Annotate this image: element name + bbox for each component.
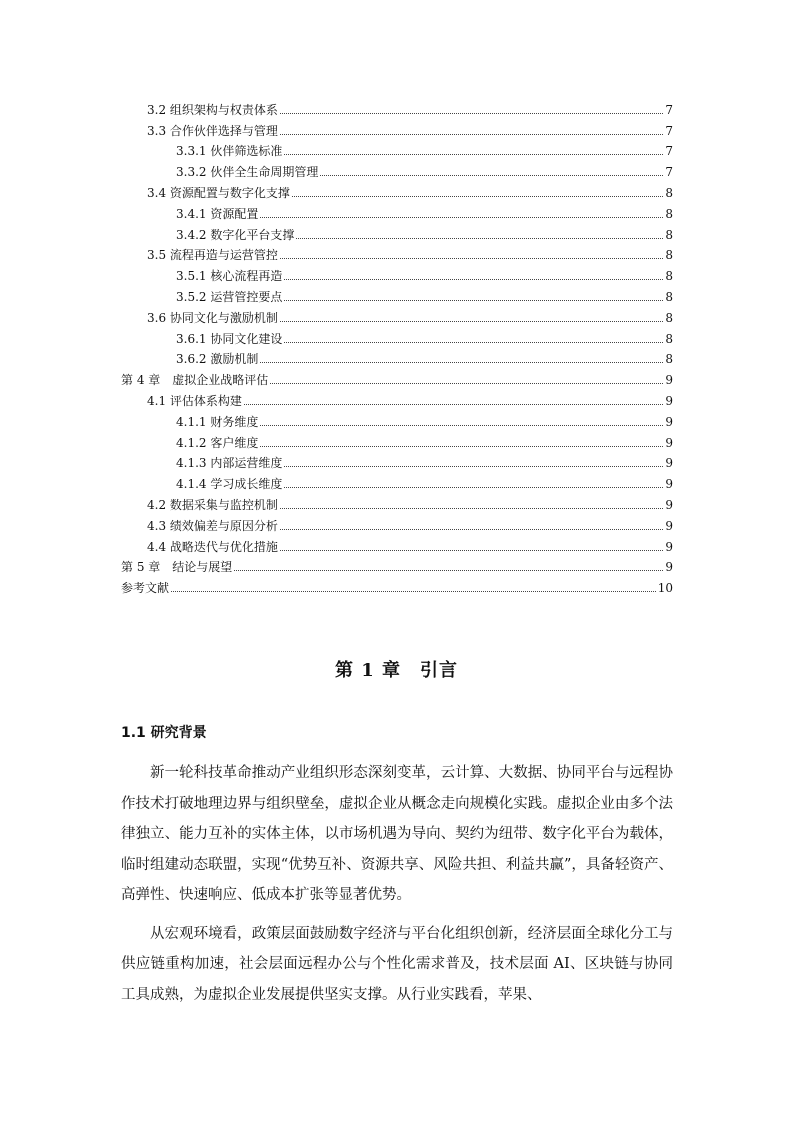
toc-leader-dots	[260, 425, 663, 426]
toc-leader-dots	[280, 258, 663, 259]
toc-leader-dots	[270, 383, 663, 384]
toc-entry-page: 7	[665, 165, 673, 180]
toc-entry-page: 8	[665, 310, 673, 325]
table-of-contents	[0, 96, 793, 595]
toc-entry-label: 3.6.2 激励机制	[176, 352, 259, 367]
toc-entry-label: 3.4.1 资源配置	[176, 206, 259, 221]
body-text	[121, 758, 673, 1018]
toc-entry-page: 9	[665, 414, 673, 429]
toc-entry-page: 7	[665, 144, 673, 159]
toc-entry-page: 9	[665, 393, 673, 408]
toc-entry-page: 9	[665, 373, 673, 388]
chapter-title: 第 1 章 引言	[334, 660, 459, 681]
toc-leader-dots	[320, 175, 663, 176]
toc-entry[interactable]	[0, 533, 793, 554]
toc-entry-page: 8	[665, 352, 673, 367]
toc-entry-label: 3.4 资源配置与数字化支撑	[147, 185, 290, 200]
toc-entry[interactable]	[0, 325, 793, 346]
toc-entry-page: 9	[665, 497, 673, 512]
toc-entry[interactable]	[0, 429, 793, 450]
paragraph: 新一轮科技革命推动产业组织形态深刻变革，云计算、大数据、协同平台与远程协作技术打破地理边界与组织壁垒，虚拟企业从概念走向规模化实践。虚拟企业由多个法律独立、能力互补的实体主体，以市场机遇为导向、契约为纽带、数字化平台为载体，临时组建动态联盟，实现“优势互补、资源共享、风险共担、利益共赢”，具备轻资产、高弹性、快速响应、低成本扩张等显著优势。	[121, 765, 673, 903]
toc-entry[interactable]	[0, 366, 793, 387]
toc-entry[interactable]	[0, 304, 793, 325]
toc-entry-page: 10	[657, 581, 673, 596]
toc-entry[interactable]	[0, 96, 793, 117]
toc-entry-page: 8	[665, 206, 673, 221]
toc-entry[interactable]	[0, 179, 793, 200]
toc-entry-label: 参考文献	[121, 581, 170, 596]
toc-entry[interactable]	[0, 408, 793, 429]
toc-entry-label: 4.1.2 客户维度	[176, 435, 259, 450]
toc-entry[interactable]	[0, 283, 793, 304]
toc-entry-label: 4.4 战略迭代与优化措施	[147, 539, 278, 554]
toc-leader-dots	[280, 508, 663, 509]
toc-leader-dots	[284, 279, 663, 280]
toc-entry[interactable]	[0, 574, 793, 595]
toc-leader-dots	[260, 362, 663, 363]
toc-entry-label: 第 5 章 结论与展望	[121, 560, 233, 575]
toc-leader-dots	[284, 466, 663, 467]
toc-leader-dots	[296, 238, 663, 239]
toc-entry[interactable]	[0, 262, 793, 283]
toc-entry-label: 3.5.1 核心流程再造	[176, 269, 283, 284]
toc-entry-label: 4.2 数据采集与监控机制	[147, 497, 278, 512]
toc-entry-page: 7	[665, 123, 673, 138]
toc-leader-dots	[280, 321, 663, 322]
toc-leader-dots	[284, 154, 663, 155]
toc-entry-page: 9	[665, 477, 673, 492]
toc-entry[interactable]	[0, 117, 793, 138]
toc-leader-dots	[260, 446, 663, 447]
toc-entry-label: 3.5.2 运营管控要点	[176, 289, 283, 304]
toc-entry-label: 4.3 绩效偏差与原因分析	[147, 518, 278, 533]
toc-entry-label: 4.1.1 财务维度	[176, 414, 259, 429]
toc-entry-page: 8	[665, 289, 673, 304]
toc-entry[interactable]	[0, 387, 793, 408]
toc-entry-page: 8	[665, 227, 673, 242]
toc-entry-label: 4.1 评估体系构建	[147, 393, 242, 408]
toc-entry-label: 3.3.2 伙伴全生命周期管理	[176, 165, 319, 180]
toc-entry-label: 3.4.2 数字化平台支撑	[176, 227, 295, 242]
section-title: 1.1 研究背景	[121, 725, 207, 741]
toc-entry-page: 9	[665, 456, 673, 471]
toc-entry[interactable]	[0, 470, 793, 491]
toc-entry[interactable]	[0, 450, 793, 471]
toc-leader-dots	[280, 113, 663, 114]
toc-entry-page: 9	[665, 560, 673, 575]
toc-leader-dots	[284, 487, 663, 488]
toc-entry[interactable]	[0, 346, 793, 367]
toc-entry-page: 8	[665, 248, 673, 263]
toc-entry[interactable]	[0, 221, 793, 242]
toc-entry-label: 3.3 合作伙伴选择与管理	[147, 123, 278, 138]
toc-entry-label: 4.1.4 学习成长维度	[176, 477, 283, 492]
toc-entry-page: 7	[665, 102, 673, 117]
toc-leader-dots	[280, 134, 663, 135]
toc-leader-dots	[260, 217, 663, 218]
toc-leader-dots	[234, 570, 663, 571]
toc-entry-label: 3.3.1 伙伴筛选标准	[176, 144, 283, 159]
toc-leader-dots	[280, 529, 663, 530]
toc-entry[interactable]	[0, 200, 793, 221]
toc-entry-page: 8	[665, 185, 673, 200]
toc-entry-page: 8	[665, 331, 673, 346]
toc-entry-label: 第 4 章 虚拟企业战略评估	[121, 373, 269, 388]
toc-entry-label: 3.6 协同文化与激励机制	[147, 310, 278, 325]
toc-entry-label: 3.2 组织架构与权责体系	[147, 102, 278, 117]
toc-entry-page: 8	[665, 269, 673, 284]
toc-leader-dots	[292, 196, 663, 197]
toc-entry-label: 3.5 流程再造与运营管控	[147, 248, 278, 263]
toc-leader-dots	[284, 342, 663, 343]
toc-entry[interactable]	[0, 242, 793, 263]
toc-entry-label: 4.1.3 内部运营维度	[176, 456, 283, 471]
toc-entry[interactable]	[0, 554, 793, 575]
toc-leader-dots	[171, 591, 656, 592]
toc-leader-dots	[280, 550, 663, 551]
toc-entry[interactable]	[0, 512, 793, 533]
toc-entry[interactable]	[0, 158, 793, 179]
toc-entry[interactable]	[0, 491, 793, 512]
toc-entry[interactable]	[0, 138, 793, 159]
toc-entry-page: 9	[665, 435, 673, 450]
toc-entry-label: 3.6.1 协同文化建设	[176, 331, 283, 346]
toc-entry-page: 9	[665, 518, 673, 533]
paragraph: 从宏观环境看，政策层面鼓励数字经济与平台化组织创新，经济层面全球化分工与供应链重构加速，社会层面远程办公与个性化需求普及，技术层面 AI、区块链与协同工具成熟，为虚拟企业发展提供坚实支撑。从行业实践看，苹果、	[121, 925, 673, 1003]
toc-entry-page: 9	[665, 539, 673, 554]
toc-leader-dots	[284, 300, 663, 301]
toc-leader-dots	[244, 404, 663, 405]
